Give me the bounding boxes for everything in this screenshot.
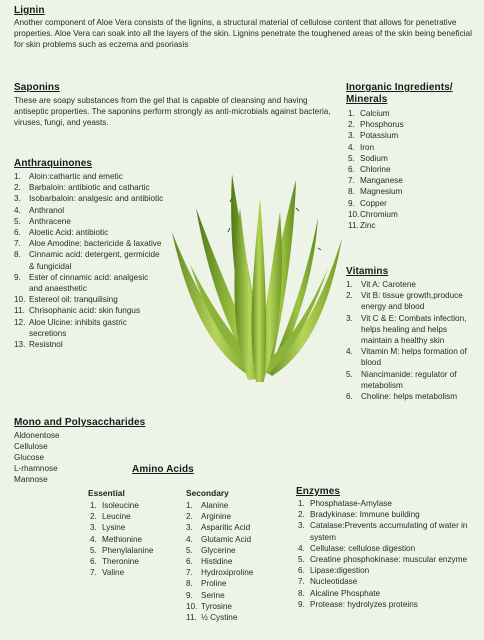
list-item: 6. Histidine — [186, 557, 233, 567]
inorganic-title-line1: Inorganic Ingredients/ — [346, 82, 453, 93]
list-item: 3. Lysine — [90, 523, 126, 533]
list-item: 1. Vit A: Carotene — [346, 280, 416, 289]
list-item: 4. Methionine — [90, 534, 143, 544]
amino-essential-title: Essential — [88, 488, 125, 498]
anthraquinones-list — [14, 171, 164, 350]
list-item: 4. Vitamin M: helps formation of blood — [346, 347, 467, 368]
list-item: 9. Copper — [348, 198, 387, 208]
list-item: 2. Barbaloin: antibiotic and cathartic — [14, 183, 150, 193]
saponins-text: These are soapy substances from the gel that is capable of cleansing and having antiseptic properties. The saponins perform strongly as anti-microbials against bacteria, viruses, fungi, and yeasts. — [14, 96, 331, 127]
inorganic-title — [346, 82, 453, 106]
list-item: 5. Phenylalanine — [90, 545, 154, 555]
list-item: 2. Leucine — [90, 512, 131, 522]
list-item: 9. Ester of cinnamic acid: analgesic and anaesthetic — [14, 272, 149, 294]
list-item: 2. Arginine — [186, 512, 232, 522]
list-item: 8. Magnesium — [348, 187, 403, 197]
list-item: 5. Anthracene — [14, 216, 71, 226]
list-item: 4. Iron — [348, 142, 375, 152]
enzymes-title: Enzymes — [296, 486, 341, 497]
mono-list — [14, 430, 60, 485]
list-item: 7. Hydroxiproline — [186, 568, 254, 578]
list-item: 4. Glutamic Acid — [186, 534, 252, 544]
saponins-title: Saponins — [14, 82, 60, 93]
list-item: Aldonentose — [14, 431, 60, 440]
list-item: 1. Isoleucine — [90, 501, 139, 510]
amino-essential-list — [90, 500, 180, 578]
list-item: 7. Aloe Amodine: bactericide & laxative — [14, 239, 162, 249]
list-item: 6. Chlorine — [348, 165, 391, 175]
list-item: 5. Niancimanide: regulator of metabolism — [346, 369, 457, 390]
list-item: 11. Chrisophanic acid: skin fungus — [14, 306, 141, 316]
list-item: Cellulose — [14, 442, 48, 451]
list-item: 8. Cinnamic acid: detergent, germicide & fungicidal — [14, 250, 160, 271]
list-item: 7. Manganese — [348, 176, 403, 186]
list-item: 5. Sodium — [348, 153, 388, 163]
list-item: 8. Alcaline Phosphate — [298, 588, 381, 598]
list-item: Glucose — [14, 453, 45, 462]
list-item: 11. ½ Cystine — [186, 613, 238, 623]
list-item: 10. Chromium — [348, 209, 398, 219]
list-item: 10. Tyrosine — [186, 601, 232, 611]
aloe-vera-plant-icon — [168, 168, 344, 386]
vitamins-title: Vitamins — [346, 266, 389, 277]
amino-title: Amino Acids — [132, 464, 194, 475]
list-item: 6. Aloetic Acid: antibiotic — [14, 228, 109, 238]
enzymes-list — [298, 498, 474, 610]
list-item: 3. Asparitic Acid — [186, 523, 251, 533]
list-item: 1. Phosphatase-Amylase — [298, 499, 392, 508]
list-item: 6. Theronine — [90, 557, 139, 567]
list-item: 9. Serine — [186, 590, 225, 600]
lignin-text: Another component of Aloe Vera consists of the lignins, a structural material of cellulose content that allows for penetrative properties. Aloe Vera can soak into all the layers of the skin. Lignins penetrate the toughened areas of the skin being beneficial for skin problems such as eczema and psoriasis — [14, 18, 472, 49]
list-item: 6. Choline: helps metabolism — [346, 392, 458, 402]
list-item: 3. Vit C & E: Combats infection, helps healing and helps maintain a healthy skin — [346, 313, 467, 346]
list-item: 8. Proline — [186, 579, 227, 589]
amino-secondary-list — [186, 500, 286, 623]
lignin-title: Lignin — [14, 5, 45, 16]
list-item: 12. Aloe Ulcine: inhibits gastric secretions — [14, 317, 127, 338]
inorganic-title-line2: Minerals — [346, 94, 388, 105]
list-item: 3. Potassium — [348, 131, 399, 141]
list-item: 5. Creatine phosphokinase: muscular enzyme — [298, 555, 468, 565]
anthraquinones-title: Anthraquinones — [14, 158, 93, 169]
list-item: 7. Valine — [90, 568, 125, 578]
list-item: 2. Phosphorus — [348, 120, 404, 130]
list-item: 1. Aloin:cathartic and emetic — [14, 172, 123, 181]
mono-title: Mono and Polysaccharides — [14, 417, 146, 428]
list-item: 3. Isobarbaloin: analgesic and antibiotic — [14, 194, 164, 204]
list-item: 11. Zinc — [348, 221, 376, 231]
list-item: 13. Resistnol — [14, 340, 63, 350]
list-item: 4. Anthranol — [14, 205, 65, 215]
list-item: 10. Estereol oil: tranquilising — [14, 295, 118, 305]
amino-secondary-title: Secondary — [186, 488, 229, 498]
list-item: 2. Vit B: tissue growth,produce energy and blood — [346, 291, 463, 312]
list-item: Mannose — [14, 475, 48, 484]
list-item: L-rhamnose — [14, 464, 58, 473]
vitamins-list — [346, 279, 470, 402]
list-item: 1. Calcium — [348, 109, 390, 118]
list-item: 6. Lipase:digestion — [298, 566, 370, 576]
list-item: 7. Nucleotidase — [298, 577, 358, 587]
list-item: 4. Cellulase: cellulose digestion — [298, 543, 416, 553]
list-item: 2. Bradykinase: Immune building — [298, 510, 420, 520]
list-item: 3. Catalase:Prevents accumulating of water in system — [298, 521, 468, 542]
list-item: 1. Alanine — [186, 501, 229, 510]
list-item: 5. Glycerine — [186, 545, 236, 555]
list-item: 9. Protease: hydrolyzes proteins — [298, 599, 418, 609]
inorganic-list — [348, 108, 468, 231]
